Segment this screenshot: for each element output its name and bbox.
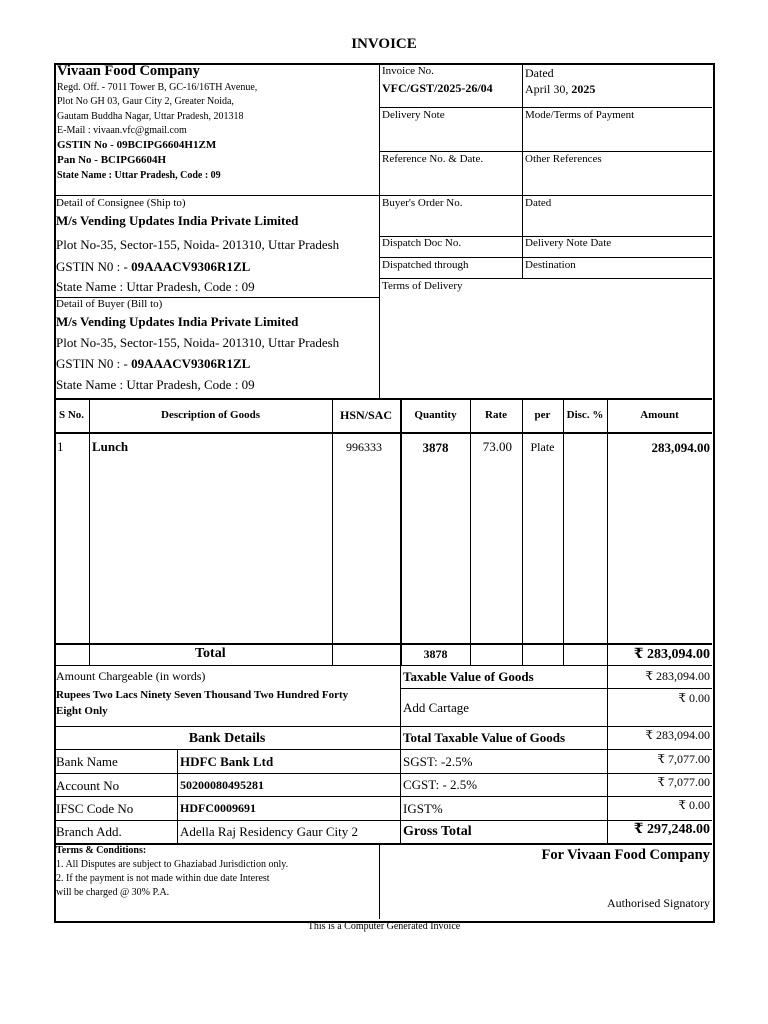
amount-words-label: Amount Chargeable (in words) [56,669,206,683]
bank-name-label: Bank Name [56,754,118,769]
invoice-no-value: VFC/GST/2025-26/04 [382,81,493,95]
bank-details-heading: Bank Details [188,731,266,746]
terms-line2: 2. If the payment is not made within due date Interest [56,873,270,884]
consignee-address: Plot No-35, Sector-155, Noida- 201310, Uttar Pradesh [56,237,340,252]
col-hsn: HSN/SAC [339,408,392,422]
amount-words-line2: Eight Only [56,705,108,717]
seller-state: State Name : Uttar Pradesh, Code : 09 [57,170,221,181]
seller-gstin: GSTIN No - 09BCIPG6604H1ZM [57,139,217,151]
dated-label: Dated [525,66,554,80]
igst-label: IGST% [403,801,443,816]
terms-heading: Terms & Conditions: [56,845,147,856]
footer-note: This is a Computer Generated Invoice [307,921,461,932]
col-rate: Rate [485,409,507,421]
dated-value [525,83,595,95]
seller-address-line1: Regd. Off. - 7011 Tower B, GC-16/16TH Avenue, [57,82,258,93]
sgst-value: ₹ 7,077.00 [657,752,710,766]
ifsc-label: IFSC Code No [56,801,134,816]
buyer-name: M/s Vending Updates India Private Limited [56,314,299,329]
taxable-value-label: Taxable Value of Goods [403,669,534,684]
cgst-label: CGST: - 2.5% [403,777,478,792]
seller-pan: Pan No - BCIPG6604H [57,154,167,166]
buyer-gstin-value: 09AAACV9306R1ZL [131,356,251,371]
consignee-gstin [56,260,250,273]
buyer-heading: Detail of Buyer (Bill to) [56,298,163,310]
seller-address-line2: Plot No GH 03, Gaur City 2, Greater Noida, [57,96,234,107]
consignee-name: M/s Vending Updates India Private Limited [56,213,299,228]
terms-line1: 1. All Disputes are subject to Ghaziabad Jurisdiction only. [56,859,289,870]
delivery-note-label: Delivery Note [382,109,445,121]
for-company: For Vivaan Food Company [541,847,710,863]
ifsc-value: HDFC0009691 [180,801,256,815]
invoice-title: INVOICE [351,36,417,52]
seller-name: Vivaan Food Company [57,63,200,79]
gross-total-value: ₹ 297,248.00 [633,822,710,837]
mode-terms-label: Mode/Terms of Payment [525,109,635,121]
igst-value: ₹ 0.00 [678,798,710,812]
other-references-label: Other References [525,153,602,165]
authorised-signatory: Authorised Signatory [607,896,710,910]
account-no-value: 50200080495281 [180,778,264,792]
total-amount: ₹ 283,094.00 [633,647,710,662]
consignee-state: State Name : Uttar Pradesh, Code : 09 [56,279,255,294]
total-quantity: 3878 [423,647,448,661]
terms-line3: will be charged @ 30% P.A. [56,887,170,898]
dated-year: 2025 [571,82,596,96]
branch-value: Adella Raj Residency Gaur City 2 [180,824,358,839]
buyer-state: State Name : Uttar Pradesh, Code : 09 [56,377,255,392]
terms-of-delivery-label: Terms of Delivery [382,280,463,292]
consignee-gstin-value: 09AAACV9306R1ZL [131,259,251,274]
dispatched-through-label: Dispatched through [382,259,469,271]
taxable-value: ₹ 283,094.00 [645,669,710,683]
total-label: Total [195,646,226,661]
buyer-gstin-label: GSTIN N0 : - [56,356,132,371]
col-disc: Disc. % [566,409,604,421]
consignee-gstin-label: GSTIN N0 : - [56,259,132,274]
dispatch-doc-label: Dispatch Doc No. [382,237,462,249]
consignee-heading: Detail of Consignee (Ship to) [56,197,186,209]
dated-month-day: April 30, [525,82,572,96]
seller-email: E-Mail : vivaan.vfc@gmail.com [57,125,187,136]
col-sno: S No. [58,409,85,421]
branch-label: Branch Add. [56,824,122,839]
bank-name-value: HDFC Bank Ltd [180,754,274,769]
col-per: per [534,409,551,421]
col-amount: Amount [640,409,679,421]
buyers-order-label: Buyer's Order No. [382,197,463,209]
item-rate: 73.00 [482,439,512,454]
item-hsn: 996333 [346,440,382,454]
item-description: Lunch [92,439,129,454]
buyer-gstin [56,357,250,370]
invoice-no-label: Invoice No. [382,65,434,77]
amount-words-line1: Rupees Two Lacs Ninety Seven Thousand Two Hundred Forty [56,689,349,701]
add-cartage-value: ₹ 0.00 [678,691,710,705]
cgst-value: ₹ 7,077.00 [657,775,710,789]
dated2-label: Dated [525,197,552,209]
item-quantity: 3878 [422,440,449,455]
seller-address-line3: Gautam Buddha Nagar, Uttar Pradesh, 201318 [57,111,244,122]
reference-label: Reference No. & Date. [382,153,484,165]
col-quantity: Quantity [414,409,457,421]
gross-total-label: Gross Total [403,824,472,839]
buyer-address: Plot No-35, Sector-155, Noida- 201310, Uttar Pradesh [56,335,340,350]
destination-label: Destination [525,259,576,271]
item-amount: 283,094.00 [651,440,710,455]
total-taxable-label: Total Taxable Value of Goods [403,730,566,745]
col-description: Description of Goods [161,409,260,421]
total-taxable-value: ₹ 283,094.00 [645,728,710,742]
delivery-note-date-label: Delivery Note Date [525,237,612,249]
account-no-label: Account No [56,778,120,793]
item-sno: 1 [57,439,64,454]
item-per: Plate [530,440,555,454]
sgst-label: SGST: -2.5% [403,754,473,769]
add-cartage-label: Add Cartage [403,700,470,715]
